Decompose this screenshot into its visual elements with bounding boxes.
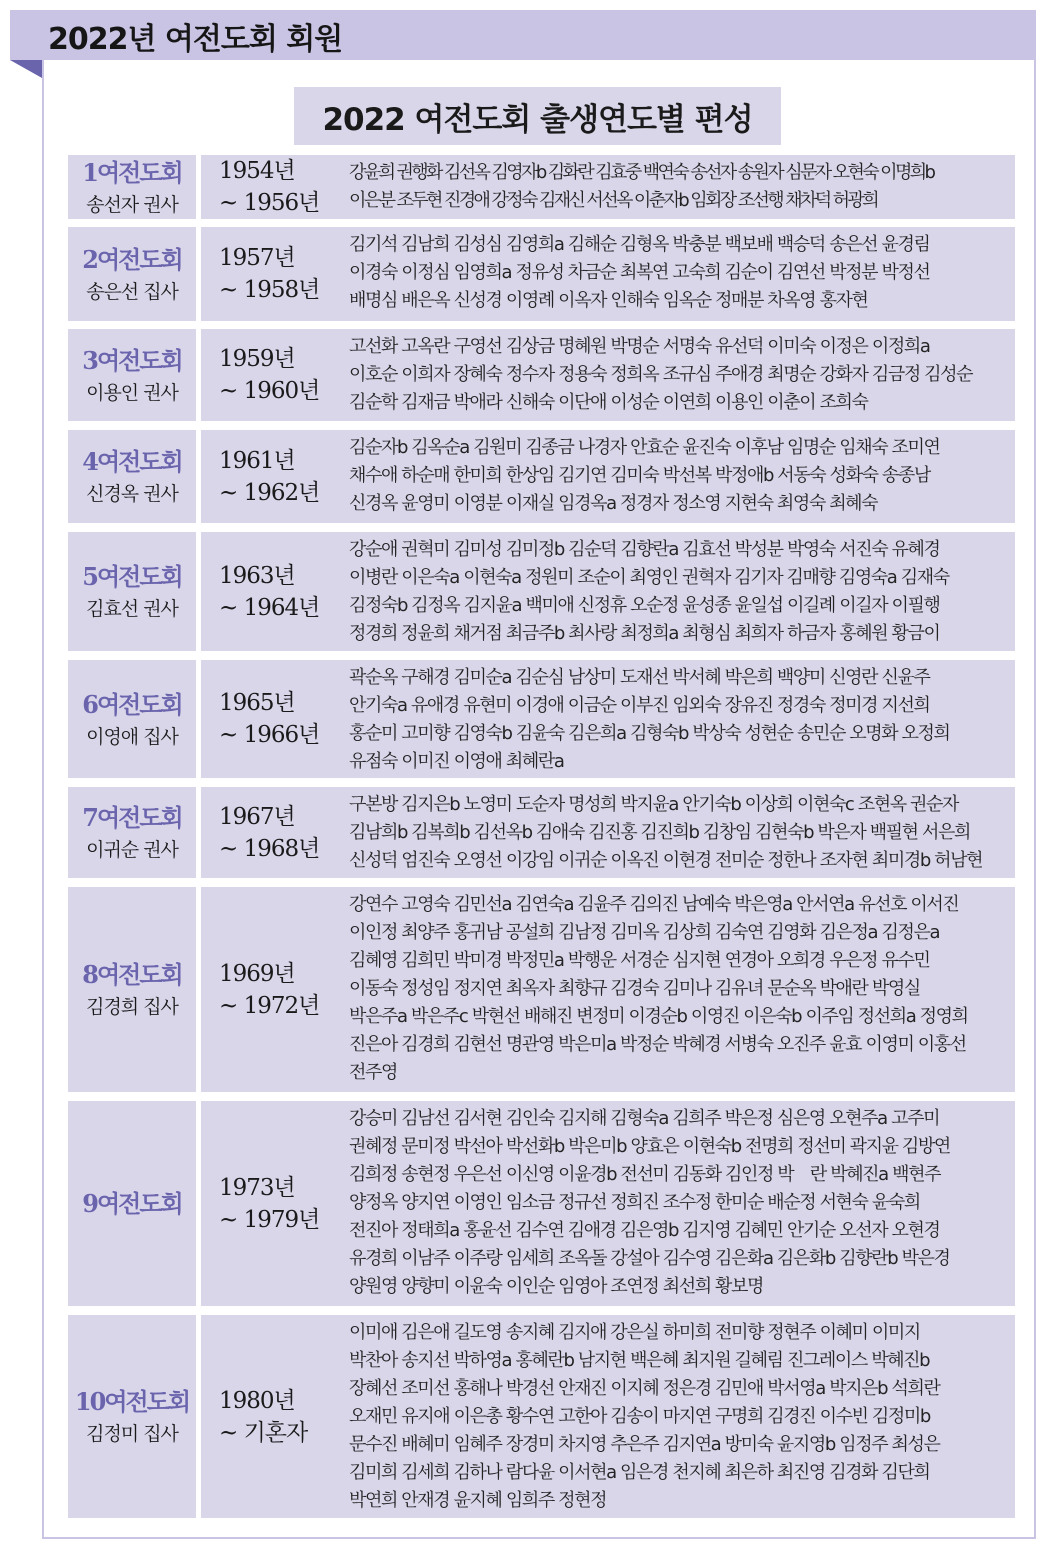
page-title: 2022년 여전도회 회원	[48, 22, 343, 57]
group-name-cell	[68, 787, 196, 878]
member-line: 장혜선 조미선 홍해나 박경선 안재진 이지혜 정은경 김민애 박서영a 박지은b 석희란	[349, 1378, 940, 1399]
member-line: 권혜정 문미정 박선아 박선화b 박은미b 양효은 이현숙b 전명희 정선미 곽지윤 김방연	[349, 1136, 950, 1157]
group-row	[68, 430, 1015, 523]
group-leader: 이용인 권사	[86, 381, 178, 404]
header-fold-decoration	[10, 60, 42, 78]
member-line: 이미애 김은애 길도영 송지혜 김지애 강은실 하미희 전미향 정현주 이혜미 이미지	[349, 1322, 920, 1343]
year-to: ~ 1979년	[219, 1206, 320, 1233]
group-row	[68, 1315, 1015, 1518]
group-row	[68, 155, 1015, 219]
group-leader: 김정미 집사	[86, 1423, 178, 1445]
year-to: ~ 1972년	[219, 992, 320, 1019]
group-row	[68, 887, 1015, 1092]
year-to: ~ 1960년	[219, 378, 320, 404]
member-list	[334, 887, 1015, 1092]
group-row	[68, 532, 1015, 651]
year-to: ~ 1958년	[219, 277, 320, 303]
group-leader: 신경옥 권사	[86, 483, 178, 505]
member-line: 유점숙 이미진 이영애 최혜란a	[349, 751, 564, 772]
member-line: 이은분 조두현 진경애 강정숙 김재신 서선옥 이춘자b 임회장 조선행 채차덕 허광희	[349, 190, 878, 211]
member-line: 이인정 최양주 홍귀남 공설희 김남정 김미옥 김상희 김숙연 김영화 김은정a 김정은a	[349, 922, 940, 943]
member-line: 김기석 김남희 김성심 김영희a 김해순 김형옥 박충분 백보배 백승덕 송은선 윤경림	[349, 234, 930, 255]
year-from: 1965년	[219, 690, 295, 716]
group-title: 6여전도회	[82, 689, 182, 719]
group-name-cell	[68, 430, 196, 523]
member-line: 곽순옥 구해경 김미순a 김순심 남상미 도재선 박서혜 박은희 백양미 신영란 신윤주	[349, 667, 930, 688]
member-line: 신성덕 엄진숙 오영선 이강임 이귀순 이옥진 이현경 전미순 정한나 조자현 최미경b 허남현	[349, 850, 983, 871]
member-line: 강순애 권혁미 김미성 김미정b 김순덕 김향란a 김효선 박성분 박영숙 서진숙 유혜경	[349, 539, 940, 560]
group-name-cell	[68, 329, 196, 421]
year-to: ~ 기혼자	[219, 1419, 308, 1446]
year-from: 1957년	[219, 245, 295, 271]
group-name-cell	[68, 660, 196, 778]
group-title: 4여전도회	[82, 447, 182, 476]
year-to: ~ 1968년	[219, 835, 320, 862]
member-line: 김남희b 김복희b 김선옥b 김애숙 김진홍 김진희b 김창임 김현숙b 박은자 백필현 서은희	[349, 822, 970, 843]
group-name-cell	[68, 532, 196, 651]
group-row	[68, 227, 1015, 321]
year-to: ~ 1962년	[219, 479, 320, 506]
year-from: 1980년	[219, 1387, 295, 1414]
member-line: 강승미 김남선 김서현 김인숙 김지해 김형숙a 김희주 박은정 심은영 오현주a 고주미	[349, 1108, 940, 1129]
member-line: 오재민 유지애 이은총 황수연 고한아 김송이 마지연 구명희 김경진 이수빈 김정미b	[349, 1406, 930, 1427]
group-title: 7여전도회	[82, 803, 182, 832]
member-line: 김미희 김세희 김하나 람다윤 이서현a 임은경 천지혜 최은하 최진영 김경화 김단희	[349, 1462, 930, 1483]
group-leader: 김효선 권사	[86, 598, 178, 620]
group-leader: 김경희 집사	[86, 996, 178, 1018]
group-title: 2여전도회	[82, 244, 182, 274]
year-from: 1963년	[219, 562, 295, 589]
member-line: 강윤희 권행화 김선옥 김영자b 김화란 김효중 백연숙 송선자 송원자 심문자 오현숙 이명희b	[349, 162, 934, 183]
member-list	[334, 787, 1015, 878]
section-title: 2022 여전도회 출생연도별 편성	[294, 87, 781, 145]
group-title: 10여전도회	[74, 1387, 190, 1416]
group-name-cell	[68, 227, 196, 321]
year-from: 1973년	[219, 1174, 295, 1201]
member-line: 박은주a 박은주c 박현선 배해진 변정미 이경순b 이영진 이은숙b 이주임 정선희a 정영희	[349, 1006, 968, 1027]
year-from: 1967년	[219, 803, 295, 830]
member-line: 양정옥 양지연 이영인 임소금 정규선 정희진 조수정 한미순 배순정 서현숙 윤숙희	[349, 1192, 920, 1213]
member-line: 양원영 양향미 이윤숙 이인순 임영아 조연정 최선희 황보명	[349, 1276, 763, 1297]
member-line: 김혜영 김희민 박미경 박정민a 박행운 서경순 심지현 연경아 오희경 우은정 유수민	[349, 950, 930, 971]
member-list	[334, 660, 1015, 778]
member-line: 구본방 김지은b 노영미 도순자 명성희 박지윤a 안기숙b 이상희 이현숙c 조현옥 권순자	[349, 794, 958, 815]
member-line: 고선화 고옥란 구영선 김상금 명혜원 박명순 서명숙 유선덕 이미숙 이정은 이정희a	[349, 336, 930, 357]
year-to: ~ 1956년	[219, 190, 320, 216]
member-line: 박연희 안재경 윤지혜 임희주 정현정	[349, 1490, 607, 1511]
member-line: 채수애 하순매 한미희 한상임 김기연 김미숙 박선복 박정애b 서동숙 성화숙 송종남	[349, 465, 930, 486]
group-row	[68, 660, 1015, 778]
member-list	[334, 430, 1015, 523]
member-line: 신경옥 윤영미 이영분 이재실 임경옥a 정경자 정소영 지현숙 최영숙 최혜숙	[349, 493, 878, 514]
member-list	[334, 1315, 1015, 1518]
group-name-cell	[68, 1101, 196, 1306]
year-from: 1954년	[219, 158, 295, 184]
member-line: 정경희 정윤희 채거점 최금주b 최사랑 최정희a 최형심 최희자 하금자 홍혜원 황금이	[349, 623, 940, 644]
member-list	[334, 329, 1015, 421]
group-leader: 이귀순 권사	[86, 839, 178, 861]
group-leader: 이영애 집사	[86, 725, 178, 748]
member-line: 박찬아 송지선 박하영a 홍혜란b 남지현 백은혜 최지원 길혜림 진그레이스 박혜진b	[349, 1350, 930, 1371]
member-line: 안기숙a 유애경 유현미 이경애 이금순 이부진 임외숙 장유진 정경숙 정미경 지선희	[349, 695, 930, 716]
group-name-cell	[68, 1315, 196, 1518]
group-leader: 송은선 집사	[86, 280, 178, 303]
year-from: 1969년	[219, 960, 295, 987]
group-row	[68, 787, 1015, 878]
year-from: 1959년	[219, 346, 295, 372]
group-title: 3여전도회	[82, 345, 182, 375]
member-line: 전진아 정태희a 홍윤선 김수연 김애경 김은영b 김지영 김혜민 안기순 오선자 오현경	[349, 1220, 940, 1241]
member-list	[334, 227, 1015, 321]
year-from: 1961년	[219, 447, 295, 474]
member-line: 김순학 김재금 박애라 신해숙 이단애 이성순 이연희 이용인 이춘이 조희숙	[349, 392, 868, 413]
member-line: 전주영	[349, 1062, 397, 1083]
group-title: 8여전도회	[82, 960, 182, 989]
group-name-cell	[68, 155, 196, 219]
year-to: ~ 1966년	[219, 722, 320, 748]
member-list	[334, 1101, 1015, 1306]
member-line: 김순자b 김옥순a 김원미 김종금 나경자 안효순 윤진숙 이후남 임명순 임채숙 조미연	[349, 437, 940, 458]
member-list	[334, 155, 1015, 219]
year-to: ~ 1964년	[219, 594, 320, 621]
member-list	[334, 532, 1015, 651]
group-leader: 송선자 권사	[86, 193, 178, 216]
member-line: 홍순미 고미향 김영숙b 김윤숙 김은희a 김형숙b 박상숙 성현순 송민순 오명화 오정희	[349, 723, 950, 744]
member-line: 이병란 이은숙a 이현숙a 정원미 조순이 최영인 권혁자 김기자 김매향 김영숙a 김재숙	[349, 567, 949, 588]
group-row	[68, 329, 1015, 421]
member-line: 배명심 배은옥 신성경 이영례 이옥자 인해숙 임옥순 정매분 차옥영 홍자현	[349, 290, 868, 311]
member-line: 이호순 이희자 장혜숙 정수자 정용숙 정희옥 조규심 주애경 최명순 강화자 김금정 김성순	[349, 364, 973, 385]
member-line: 이경숙 이정심 임영희a 정유성 차금순 최복연 고숙희 김순이 김연선 박정분 박정선	[349, 262, 930, 283]
group-title: 1여전도회	[82, 157, 182, 187]
member-line: 김희정 송현정 우은선 이신영 이윤경b 전선미 김동화 김인정 박 란 박혜진a 백현주	[349, 1164, 941, 1185]
group-title: 9여전도회	[82, 1188, 182, 1218]
member-line: 문수진 배혜미 임혜주 장경미 차지영 추은주 김지연a 방미숙 윤지영b 임정주 최성은	[349, 1434, 940, 1455]
group-name-cell	[68, 887, 196, 1092]
member-line: 유경희 이남주 이주랑 임세희 조옥돌 강설아 김수영 김은화a 김은화b 김향란b 박은경	[349, 1248, 950, 1269]
member-line: 이동숙 정성임 정지연 최옥자 최향규 김경숙 김미나 김유녀 문순옥 박애란 박영실	[349, 978, 920, 999]
group-title: 5여전도회	[82, 562, 182, 591]
member-line: 김정숙b 김정옥 김지윤a 백미애 신정휴 오순정 윤성종 윤일섭 이길례 이길자 이필행	[349, 595, 940, 616]
group-row	[68, 1101, 1015, 1306]
member-line: 강연수 고영숙 김민선a 김연숙a 김윤주 김의진 남예숙 박은영a 안서연a 유선호 이서진	[349, 894, 959, 915]
member-line: 진은아 김경희 김현선 명관영 박은미a 박정순 박혜경 서병숙 오진주 윤효 이영미 이홍선	[349, 1034, 966, 1055]
